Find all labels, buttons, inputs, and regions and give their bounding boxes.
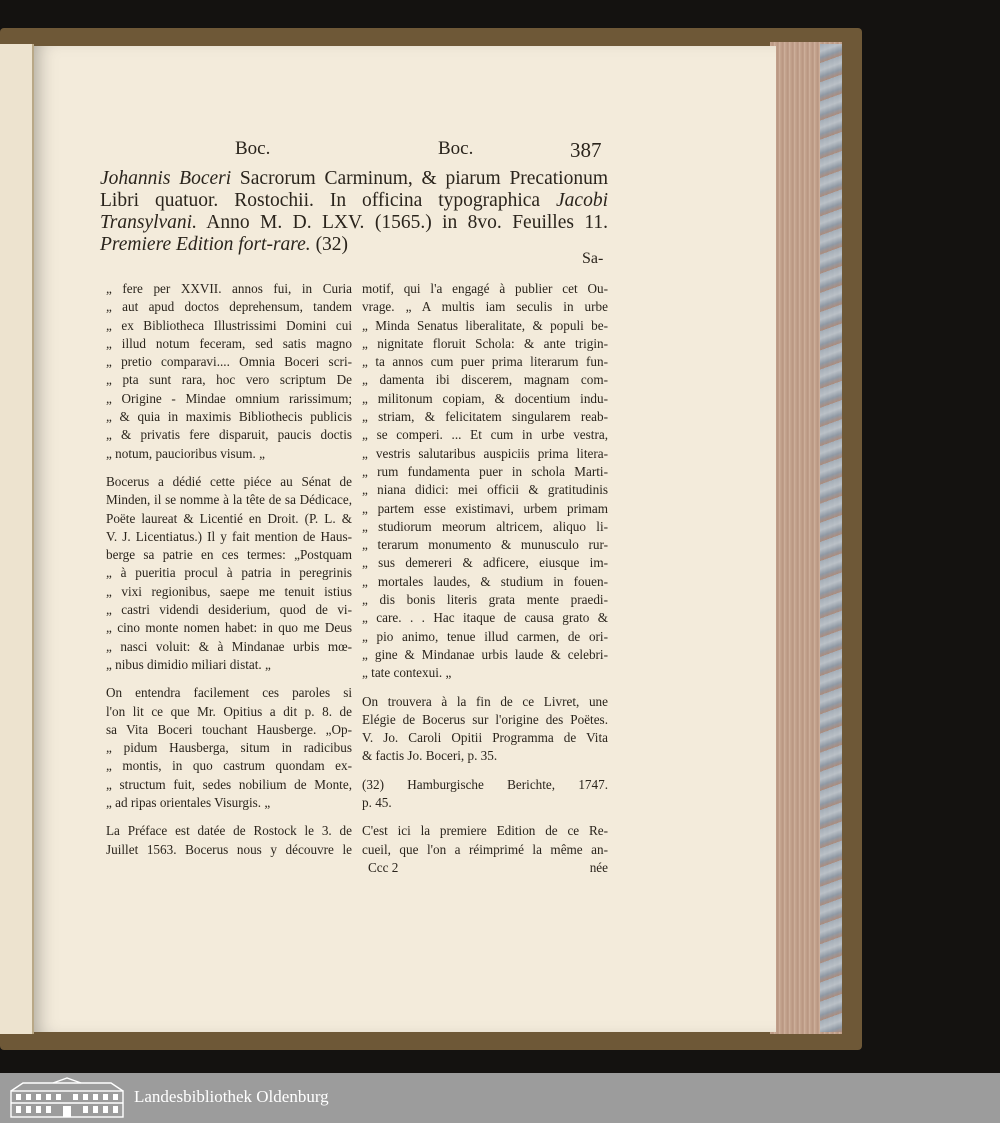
text-line: „ à pueritia procul à patria in peregrinis <box>106 565 352 581</box>
text-line: „ rum fundamenta puer in schola Marti- <box>362 463 608 479</box>
text-line: „ nibus dimidio miliari distat. „ <box>106 656 271 672</box>
title-text: Sacrorum Carminum, & piarum Precationum Libri quatuor. Rostochii. In officina typographica <box>100 168 608 211</box>
text-line: „ nasci voluit: & à Mindanae urbis mœ- <box>106 638 352 654</box>
text-line: „ castri videndi desiderium, quod de vi- <box>106 602 352 618</box>
text-line: „ tate contexui. „ <box>362 665 452 681</box>
text-line: „ studiorum meorum altricem, aliquo li- <box>362 518 608 534</box>
text-line: „ & quia in maximis Bibliothecis publicis <box>106 409 352 425</box>
text-line: „ niana didici: mei officii & gratitudinis <box>362 482 608 498</box>
text-line: „ damenta ibi discerem, magnam com- <box>362 372 608 388</box>
catchword-top: Sa- <box>582 250 604 267</box>
right-column <box>362 280 608 877</box>
text-line: vrage. „ A multis iam seculis in urbe <box>362 299 608 315</box>
text-line: „ vixi regionibus, saepe me tenuit istius <box>106 583 352 599</box>
library-building-icon <box>8 1077 126 1119</box>
text-line: „ ta annos cum puer prima literarum fun- <box>362 354 608 370</box>
title-date: Anno M. D. LXV. (1565.) in 8vo. Feuilles 11. <box>196 212 608 233</box>
text-line: „ terarum monumento & munusculo rur- <box>362 537 608 553</box>
paragraph-gap <box>106 674 352 684</box>
running-head-center: Boc. <box>438 138 474 159</box>
signature-row <box>362 859 608 877</box>
text-line: „ pidum Hausberga, situm in radicibus <box>106 740 352 756</box>
text-line: „ ad ripas orientales Visurgis. „ <box>106 795 271 811</box>
text-line: „ nignitate floruit Schola: & ante trigin- <box>362 335 608 351</box>
entry-title <box>100 168 608 256</box>
text-line: Poëte laureat & Licentié en Droit. (P. L. & <box>106 510 352 526</box>
text-line: „ fere per XXVII. annos fui, in Curia <box>106 281 352 296</box>
text-line: „ militonum copiam, & docentium indu- <box>362 390 608 406</box>
text-line: La Préface est datée de Rostock le 3. de <box>106 823 352 839</box>
text-line: p. 45. <box>362 795 392 811</box>
text-line: sa Vita Boceri touchant Hausberge. „Op- <box>106 721 352 737</box>
text-line: „ sus demereri & adficere, eiusque im- <box>362 555 608 571</box>
catchword-bottom: née <box>589 859 608 875</box>
text-line: „ ex Bibliotheca Illustrissimi Domini cui <box>106 317 352 333</box>
text-line: motif, qui l'a engagé à publier cet Ou- <box>362 281 608 296</box>
text-line: „ vestris salutaribus auspiciis prima litera- <box>362 445 608 461</box>
book-page <box>34 46 776 1032</box>
paragraph-gap <box>106 463 352 473</box>
text-line: „ striam, & felicitatem singularem reab- <box>362 409 608 425</box>
text-line: „ gine & Mindanae urbis laude & celebri- <box>362 646 608 662</box>
text-line: cueil, que l'on a réimprimé la même an- <box>362 841 608 857</box>
footer-library-name: Landesbibliothek Oldenburg <box>134 1087 329 1106</box>
text-line: „ care. . . Hac itaque de causa grato & <box>362 610 608 626</box>
text-line: V. J. Licentiatus.) Il y fait mention de Haus- <box>106 528 352 544</box>
text-line: „ Minda Senatus liberalitate, & populi be- <box>362 317 608 333</box>
text-line: Bocerus a dédié cette piéce au Sénat de <box>106 473 352 489</box>
text-line: „ cino monte nomen habet: in quo me Deus <box>106 620 352 636</box>
text-line: „ Origine - Mindae omnium rarissimum; <box>106 390 352 406</box>
text-line: „ notum, paucioribus visum. „ <box>106 445 265 461</box>
text-line: (32) Hamburgische Berichte, 1747. <box>362 776 608 792</box>
paragraph-gap <box>362 683 608 693</box>
text-line: On entendra facilement ces paroles si <box>106 685 352 701</box>
page-number: 387 <box>570 138 602 162</box>
title-footnote-ref: (32) <box>310 234 349 255</box>
title-author: Johannis Boceri <box>100 168 232 189</box>
paragraph-gap <box>362 812 608 822</box>
text-line: On trouvera à la fin de ce Livret, une <box>362 693 608 709</box>
paragraph-gap <box>362 766 608 776</box>
title-printer: Jacobi Transylvani. <box>100 190 608 233</box>
text-line: „ dis bonis literis grata mente praedi- <box>362 592 608 608</box>
text-line: „ illud notum feceram, sed satis magno <box>106 335 352 351</box>
facing-page-edge <box>0 44 34 1034</box>
signature-mark: Ccc 2 <box>368 859 399 875</box>
text-line: Elégie de Bocerus sur l'origine des Poëtes. <box>362 711 608 727</box>
text-line: & factis Jo. Boceri, p. 35. <box>362 748 498 764</box>
text-line: l'on lit ce que Mr. Opitius a dit p. 8. de <box>106 703 352 719</box>
left-column <box>106 280 352 859</box>
text-line: „ aut apud doctos deprehensum, tandem <box>106 299 352 315</box>
text-line: „ montis, in quo castrum quondam ex- <box>106 758 352 774</box>
text-line: C'est ici la premiere Edition de ce Re- <box>362 823 608 839</box>
text-line: Minden, il se nomme à la tête de sa Dédicace, <box>106 492 352 508</box>
paragraph-gap <box>106 812 352 822</box>
footer-bar <box>0 1073 1000 1123</box>
text-line: V. Jo. Caroli Opitii Programma de Vita <box>362 730 608 746</box>
text-line: „ partem esse existimavi, urbem primam <box>362 500 608 516</box>
title-edition: Premiere Edition fort-rare. <box>100 234 311 255</box>
text-line: berge sa patrie en ces termes: „Postquam <box>106 547 352 563</box>
text-line: Juillet 1563. Bocerus nous y découvre le <box>106 841 352 857</box>
text-line: „ mortales laudes, & studium in fouen- <box>362 573 608 589</box>
text-line: „ structum fuit, sedes nobilium de Monte, <box>106 776 352 792</box>
running-head-left: Boc. <box>235 138 271 159</box>
text-line: „ pta sunt rara, hoc vero scriptum De <box>106 372 352 388</box>
text-line: „ & privatis fere disparuit, paucis doctis <box>106 427 352 443</box>
text-line: „ pio animo, tenue illud carmen, de ori- <box>362 628 608 644</box>
marbled-edge <box>820 44 842 1032</box>
text-line: „ se comperi. ... Et cum in urbe vestra, <box>362 427 608 443</box>
text-line: „ pretio comparavi.... Omnia Boceri scri- <box>106 354 352 370</box>
